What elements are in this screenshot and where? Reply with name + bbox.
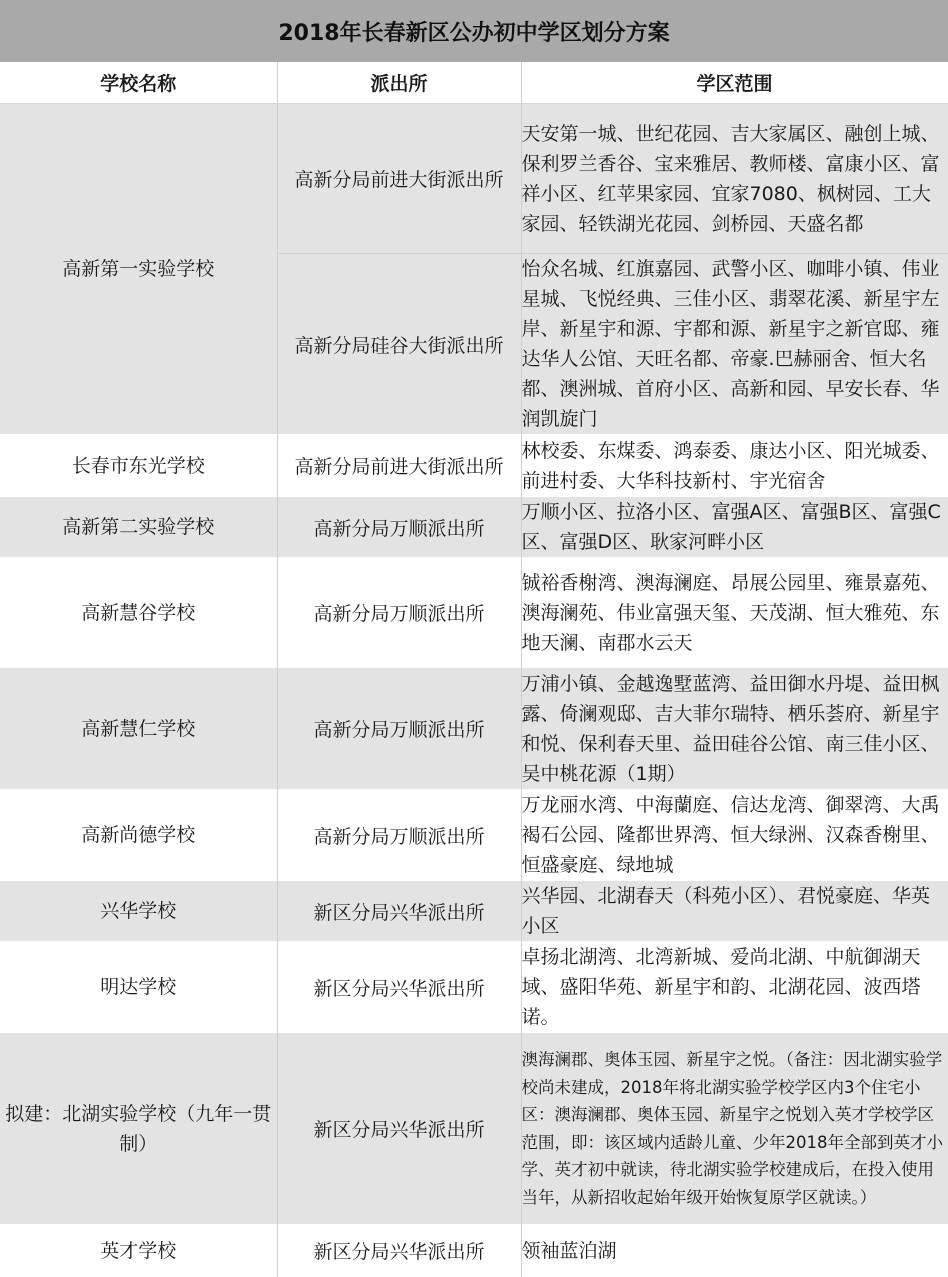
police-station: 高新分局硅谷大街派出所 bbox=[277, 254, 521, 435]
district-scope: 万浦小镇、金越逸墅蓝湾、益田御水丹堤、益田枫露、倚澜观邸、吉大菲尔瑞特、栖乐荟府、新星宇和悦、保利春天里、益田硅谷公馆、南三佳小区、吴中桃花源（1期） bbox=[521, 668, 948, 790]
police-station: 高新分局前进大街派出所 bbox=[277, 104, 521, 254]
police-station: 高新分局万顺派出所 bbox=[277, 790, 521, 881]
page-title: 2018年长春新区公办初中学区划分方案 bbox=[0, 0, 948, 62]
police-station: 高新分局万顺派出所 bbox=[277, 668, 521, 790]
district-scope: 万龙丽水湾、中海蘭庭、信达龙湾、御翠湾、大禹褐石公园、隆都世界湾、恒大绿洲、汉森香榭里、恒盛豪庭、绿地城 bbox=[521, 790, 948, 881]
school-name: 高新第一实验学校 bbox=[0, 104, 277, 435]
district-scope: 怡众名城、红旗嘉园、武警小区、咖啡小镇、伟业星城、飞悦经典、三佳小区、翡翠花溪、新星宇左岸、新星宇和源、宇都和源、新星宇之新官邸、雍达华人公馆、天旺名都、帝豪.巴赫丽舍、恒大名都、澳洲城、首府小区、高新和园、早安长春、华润凯旋门 bbox=[521, 254, 948, 435]
district-scope: 卓扬北湖湾、北湾新城、爱尚北湖、中航御湖天域、盛阳华苑、新星宇和韵、北湖花园、波西塔诺。 bbox=[521, 942, 948, 1033]
school-name: 高新第二实验学校 bbox=[0, 497, 277, 558]
header-police: 派出所 bbox=[277, 62, 521, 104]
district-scope: 林校委、东煤委、鸿泰委、康达小区、阳光城委、前进村委、大华科技新村、宇光宿舍 bbox=[521, 435, 948, 497]
school-name: 高新尚德学校 bbox=[0, 790, 277, 881]
table-header-row bbox=[0, 62, 948, 104]
school-name: 高新慧谷学校 bbox=[0, 558, 277, 668]
police-station: 高新分局万顺派出所 bbox=[277, 558, 521, 668]
school-name: 长春市东光学校 bbox=[0, 435, 277, 497]
school-name: 兴华学校 bbox=[0, 881, 277, 942]
header-school: 学校名称 bbox=[0, 62, 277, 104]
school-name: 英才学校 bbox=[0, 1225, 277, 1277]
district-scope: 领袖蓝泊湖 bbox=[521, 1225, 948, 1277]
district-scope: 铖裕香榭湾、澳海澜庭、昂展公园里、雍景嘉苑、澳海澜苑、伟业富强天玺、天茂湖、恒大雅苑、东地天澜、南郡水云天 bbox=[521, 558, 948, 668]
police-station: 新区分局兴华派出所 bbox=[277, 942, 521, 1033]
police-station: 高新分局前进大街派出所 bbox=[277, 435, 521, 497]
table-row bbox=[0, 668, 948, 790]
police-station: 高新分局万顺派出所 bbox=[277, 497, 521, 558]
table-row bbox=[0, 881, 948, 942]
table-row bbox=[0, 558, 948, 668]
table-row bbox=[0, 1225, 948, 1277]
district-scope: 万顺小区、拉洛小区、富强A区、富强B区、富强C区、富强D区、耿家河畔小区 bbox=[521, 497, 948, 558]
police-station: 新区分局兴华派出所 bbox=[277, 1033, 521, 1225]
table-row bbox=[0, 1033, 948, 1225]
table-row bbox=[0, 435, 948, 497]
table-row bbox=[0, 942, 948, 1033]
district-scope: 兴华园、北湖春天（科苑小区）、君悦豪庭、华英小区 bbox=[521, 881, 948, 942]
school-name: 高新慧仁学校 bbox=[0, 668, 277, 790]
district-scope: 天安第一城、世纪花园、吉大家属区、融创上城、保利罗兰香谷、宝来雅居、教师楼、富康小区、富祥小区、红苹果家园、宜家7080、枫树园、工大家园、轻铁湖光花园、剑桥园、天盛名都 bbox=[521, 104, 948, 254]
school-name: 拟建：北湖实验学校（九年一贯制） bbox=[0, 1033, 277, 1225]
school-name: 明达学校 bbox=[0, 942, 277, 1033]
table-row bbox=[0, 497, 948, 558]
school-district-table bbox=[0, 62, 948, 1277]
police-station: 新区分局兴华派出所 bbox=[277, 1225, 521, 1277]
table-row bbox=[0, 790, 948, 881]
district-scope: 澳海澜郡、奥体玉园、新星宇之悦。（备注：因北湖实验学校尚未建成，2018年将北湖实验学校学区内3个住宅小区：澳海澜郡、奥体玉园、新星宇之悦划入英才学校学区范围，即：该区域内适龄儿童、少年2018年全部到英才小学、英才初中就读，待北湖实验学校建成后，在投入使用当年，从新招收起始年级开始恢复原学区就读。） bbox=[521, 1033, 948, 1225]
header-zone: 学区范围 bbox=[521, 62, 948, 104]
table-row bbox=[0, 104, 948, 254]
police-station: 新区分局兴华派出所 bbox=[277, 881, 521, 942]
